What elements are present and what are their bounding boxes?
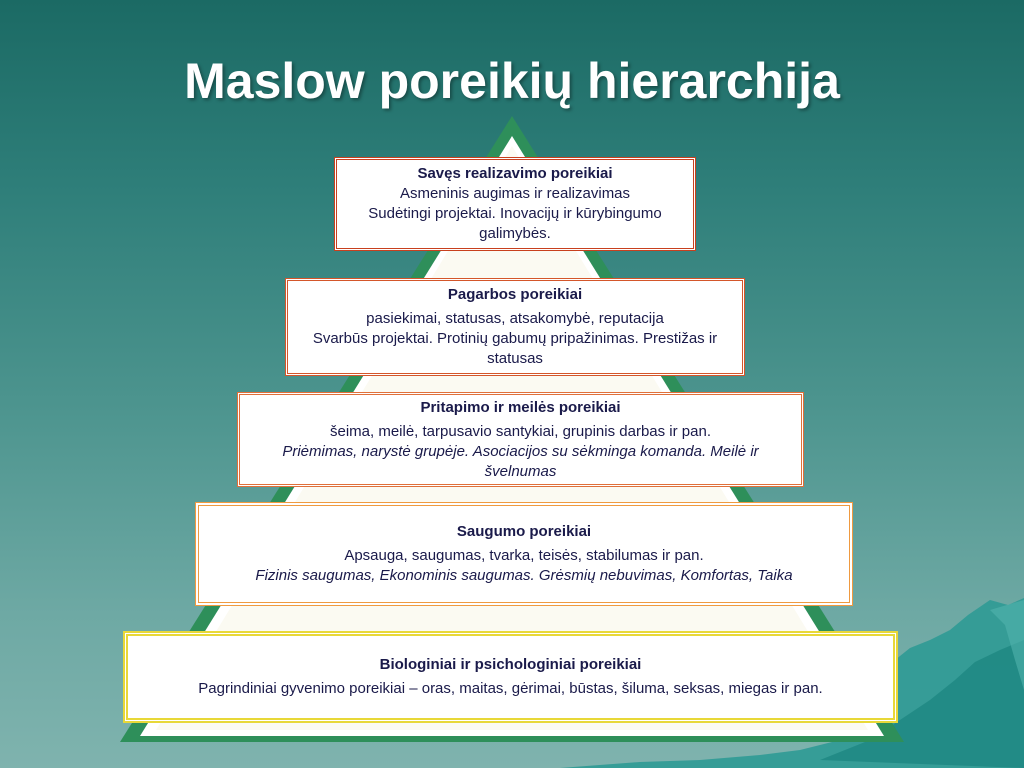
level-line: pasiekimai, statusas, atsakomybė, reputacija [366, 310, 664, 327]
level-heading: Saugumo poreikiai [456, 523, 592, 540]
level-physiological [123, 631, 898, 723]
level-heading: Savęs realizavimo poreikiai [417, 165, 613, 182]
level-heading: Pagarbos poreikiai [447, 286, 583, 303]
level-esteem [285, 278, 745, 376]
level-line: Fizinis saugumas, Ekonominis saugumas. Grėsmių nebuvimas, Komfortas, Taika [255, 567, 793, 584]
level-self-actualization [334, 157, 696, 251]
level-safety [195, 502, 853, 606]
level-line: Apsauga, saugumas, tvarka, teisės, stabilumas ir pan. [344, 547, 704, 564]
level-line: Pagrindiniai gyvenimo poreikiai – oras, maitas, gėrimai, būstas, šiluma, seksas, miegas ir pan. [198, 680, 823, 697]
level-line: šeima, meilė, tarpusavio santykiai, grupinis darbas ir pan. [329, 422, 711, 440]
level-line: Sudėtingi projektai. Inovacijų ir kūrybingumo galimybės. [368, 205, 662, 242]
level-line: Asmeninis augimas ir realizavimas [399, 185, 631, 202]
level-line: Priėmimas, narystė grupėje. Asociacijos su sėkminga komanda. Meilė ir švelnumas [282, 442, 759, 480]
level-belonging [237, 392, 804, 487]
level-line: Svarbūs projektai. Protinių gabumų pripažinimas. Prestižas ir statusas [312, 330, 718, 367]
page-title: Maslow poreikių hierarchija [184, 53, 840, 109]
level-heading: Biologiniai ir psichologiniai poreikiai [379, 656, 642, 673]
level-heading: Pritapimo ir meilės poreikiai [420, 398, 621, 416]
